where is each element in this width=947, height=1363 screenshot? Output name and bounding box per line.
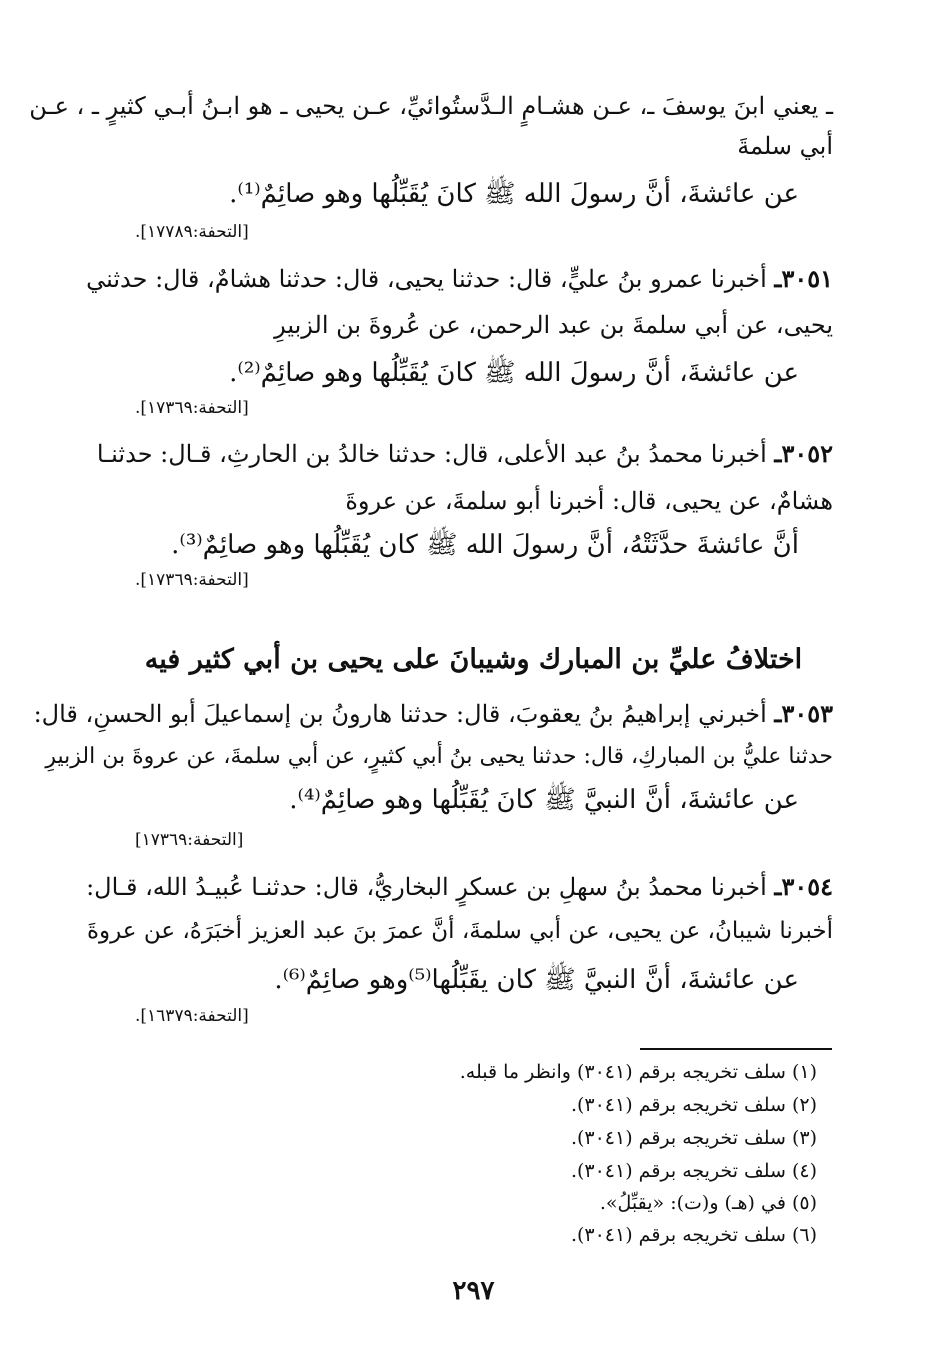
- isnad-line: هشامٌ، عن يحيى، قال: أخبرنا أبو سلمةَ، عن عروةَ: [345, 487, 833, 515]
- footnote-item: (١) سلف تخريجه برقم (٣٠٤١) وانظر ما قبله.: [459, 1061, 817, 1083]
- isnad-line: ـ يعني ابنَ يوسفَ ـ، عـن هشـامٍ الـدَّستُوائيِّ، عـن يحيى ـ هو ابـنُ أبـي كثيرٍ ـ ، عـن: [29, 92, 833, 120]
- footnote-item: (٥) في (هـ) و(ت): «يقبِّلُ».: [599, 1192, 817, 1214]
- isnad-text: أخبرنا محمدُ بنُ عبد الأعلى، قال: حدثنا خالدُ بن الحارثِ، قـال: حدثنـا: [96, 440, 767, 468]
- footnote-divider: [640, 1048, 832, 1050]
- footnote-item: (٣) سلف تخريجه برقم (٣٠٤١).: [570, 1127, 817, 1149]
- isnad-line: أخبرنا شيبانُ، عن يحيى، عن أبي سلمةَ، أنَّ عمرَ بنَ عبد العزيز أخبَرَهُ، عن عروةَ: [86, 918, 833, 944]
- tuhfa-reference: [التحفة:١٧٧٨٩].: [135, 222, 249, 242]
- footnote-item: (٦) سلف تخريجه برقم (٣٠٤١).: [570, 1224, 817, 1246]
- isnad-line: أبي سلمةَ: [737, 132, 833, 160]
- tuhfa-reference: [التحفة:١٧٣٦٩].: [135, 398, 249, 418]
- isnad-line: [86, 259, 833, 299]
- isnad-text: أخبرنا محمدُ بنُ سهلِ بن عسكرٍ البخاريُّ، قال: حدثنـا عُبيـدُ الله، قـال:: [86, 873, 767, 901]
- tuhfa-reference: [التحفة:١٧٣٦٩].: [135, 570, 249, 590]
- matn-text: عن عائشةَ، أنَّ رسولَ الله ﷺ كانَ يُقَبِّلُها وهو صائِمٌ⁽²⁾.: [229, 358, 799, 388]
- section-heading: اختلافُ عليِّ بن المبارك وشيبانَ على يحيى بن أبي كثير فيه: [144, 644, 803, 675]
- isnad-line: حدثنا عليُّ بن المباركِ، قال: حدثنا يحيى بنُ أبي كثيرٍ، عن أبي سلمةَ، عن عروةَ بن الزبيرِ: [45, 744, 833, 769]
- isnad-line: [96, 434, 833, 474]
- footnote-item: (٢) سلف تخريجه برقم (٣٠٤١).: [570, 1094, 817, 1116]
- matn-text: عن عائشةَ، أنَّ النبيَّ ﷺ كانَ يُقَبِّلُها وهو صائِمٌ⁽⁴⁾.: [289, 785, 799, 815]
- hadith-number: ٣٠٥١ـ: [774, 264, 833, 293]
- footnote-item: (٤) سلف تخريجه برقم (٣٠٤١).: [570, 1160, 817, 1182]
- matn-text: عن عائشةَ، أنَّ رسولَ الله ﷺ كانَ يُقَبِّلُها وهو صائِمٌ⁽¹⁾.: [229, 179, 799, 209]
- isnad-text: أخبرني إبراهيمُ بنُ يعقوبَ، قال: حدثنا هارونُ بن إسماعيلَ أبو الحسنِ، قال:: [33, 700, 767, 728]
- matn-text: عن عائشةَ، أنَّ النبيَّ ﷺ كان يقَبِّلُها⁽⁵⁾وهو صائِمٌ⁽⁶⁾.: [274, 965, 799, 995]
- isnad-text: أخبرنا عمرو بنُ عليٍّ، قال: حدثنا يحيى، قال: حدثنا هشامٌ، قال: حدثني: [86, 265, 767, 293]
- page-number: ٢٩٧: [452, 1276, 495, 1306]
- isnad-line: [33, 694, 833, 734]
- hadith-number: ٣٠٥٣ـ: [774, 699, 833, 728]
- tuhfa-reference: [التحفة:١٧٣٦٩]: [135, 830, 244, 850]
- matn-text: أنَّ عائشةَ حدَّثَتْهُ، أنَّ رسولَ الله ﷺ كان يُقَبِّلُها وهو صائِمٌ⁽³⁾.: [171, 530, 799, 560]
- isnad-line: يحيى، عن أبي سلمةَ بن عبد الرحمن، عن عُروةَ بن الزبيرِ: [274, 311, 833, 339]
- isnad-line: [86, 867, 833, 907]
- hadith-number: ٣٠٥٤ـ: [774, 872, 833, 901]
- hadith-number: ٣٠٥٢ـ: [774, 439, 833, 468]
- tuhfa-reference: [التحفة:١٦٣٧٩].: [135, 1006, 249, 1026]
